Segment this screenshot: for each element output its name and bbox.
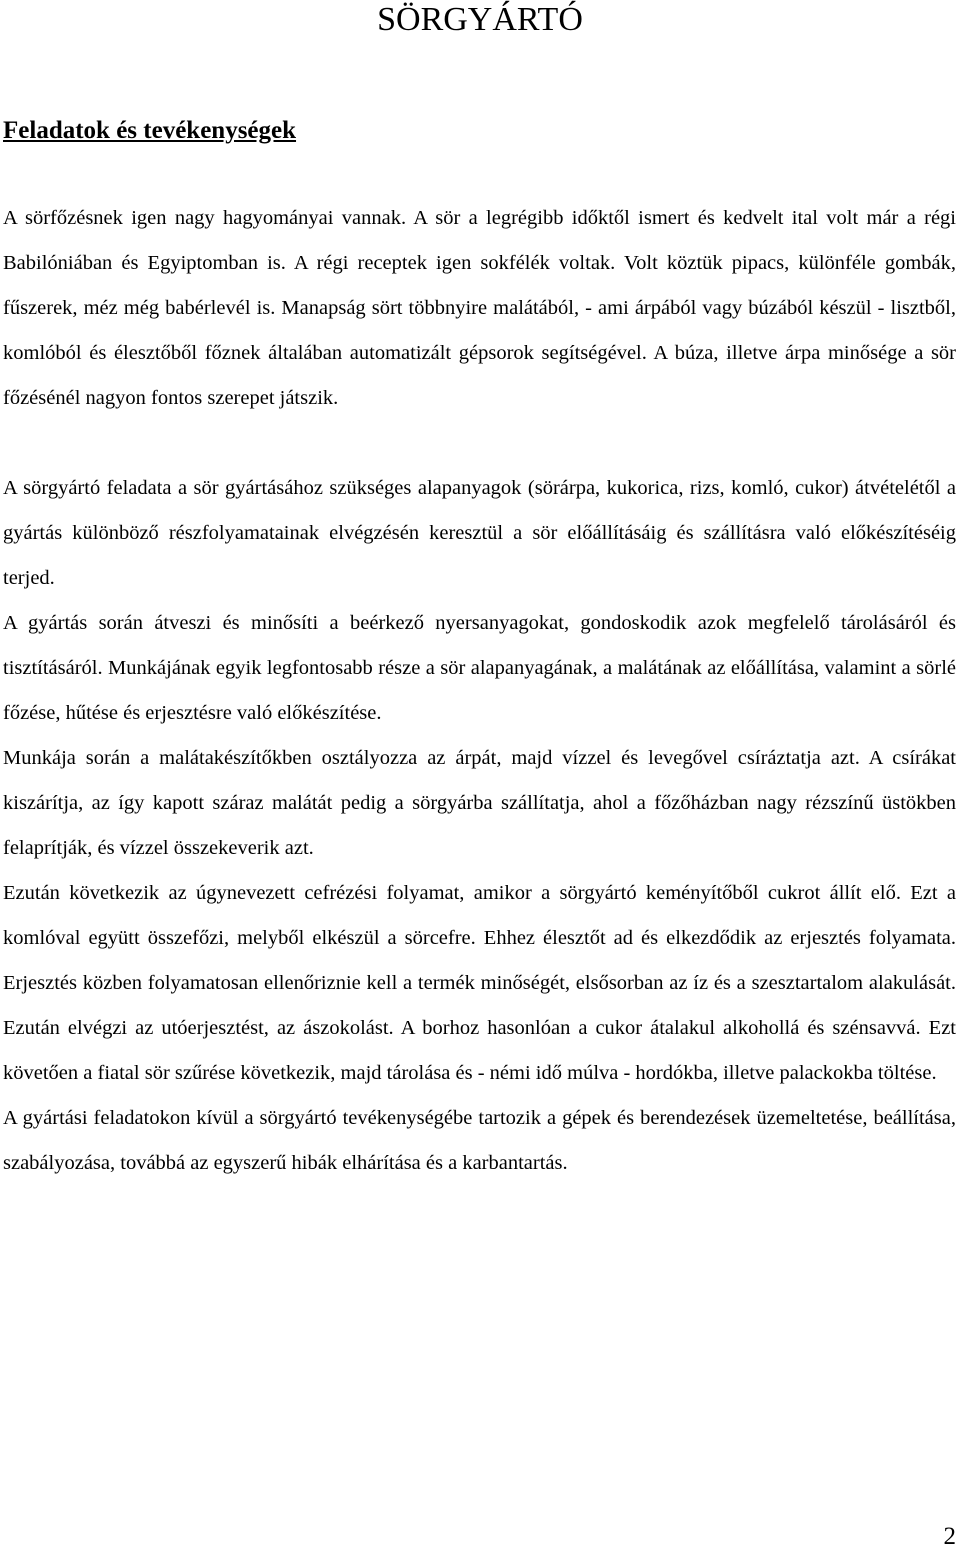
paragraph-maintenance: A gyártási feladatokon kívül a sörgyártó tevékenységébe tartozik a gépek és berendezések üzemeltetése, beállítása, szabályozása, továbbá az egyszerű hibák elhárítása és a karbantartás.: [3, 1107, 956, 1174]
section-heading: Feladatok és tevékenységek: [3, 117, 297, 144]
paragraph-mashing: Ezután következik az úgynevezett cefrézési folyamat, amikor a sörgyártó keményítőből cukrot állít elő. Ezt a komlóval együtt összefőzi, melyből elkészül a sörcefre. Ehhez élesztőt ad és elkezdődik az erjesztés folyamata. Erjesztés közben folyamatosan ellenőriznie kell a termék minőségét, elsősorban az íz és a szesztartalom alakulását. Ezután elvégzi az utóerjesztést, az ászokolást. A borhoz hasonlóan a cukor átalakul alkohollá és szénsavvá. Ezt követően a fiatal sör szűrése következik, majd tárolása és - némi idő múlva - hordókba, illetve palackokba töltése.: [3, 882, 956, 1084]
paragraph-raw-materials: A gyártás során átveszi és minősíti a beérkező nyersanyagokat, gondoskodik azok megfelelő tárolásáról és tisztításáról. Munkájának egyik legfontosabb része a sör alapanyagának, a malátának az előállítása, valamint a sörlé főzése, hűtése és erjesztésre való előkészítése.: [3, 612, 956, 724]
paragraph-malting: Munkája során a malátakészítőkben osztályozza az árpát, majd vízzel és levegővel csíráztatja azt. A csírákat kiszárítja, az így kapott száraz malátát pedig a sörgyárba szállítatja, ahol a főzőházban nagy rézszínű üstökben felaprítják, és vízzel összekeverik azt.: [3, 747, 956, 859]
paragraph-history: A sörfőzésnek igen nagy hagyományai vannak. A sör a legrégibb időktől ismert és kedvelt ital volt már a régi Babilóniában és Egyiptomban is. A régi receptek igen sokfélék voltak. Volt köztük pipacs, különféle gombák, fűszerek, méz még babérlevél is. Manapság sört többnyire malátából, - ami árpából vagy búzából készül - lisztből, komlóból és élesztőből főznek általában automatizált gépsorok segítségével. A búza, illetve árpa minősége a sör főzésénél nagyon fontos szerepet játszik.: [3, 207, 956, 409]
paragraph-duties: A sörgyártó feladata a sör gyártásához szükséges alapanyagok (sörárpa, kukorica, rizs, komló, cukor) átvételétől a gyártás különböző részfolyamatainak elvégzésén keresztül a sör előállításáig és szállításra való előkészítéséig terjed.: [3, 477, 956, 589]
body-text: [3, 196, 956, 1186]
page-number: 2: [943, 1523, 956, 1550]
document-title: SÖRGYÁRTÓ: [377, 1, 583, 38]
